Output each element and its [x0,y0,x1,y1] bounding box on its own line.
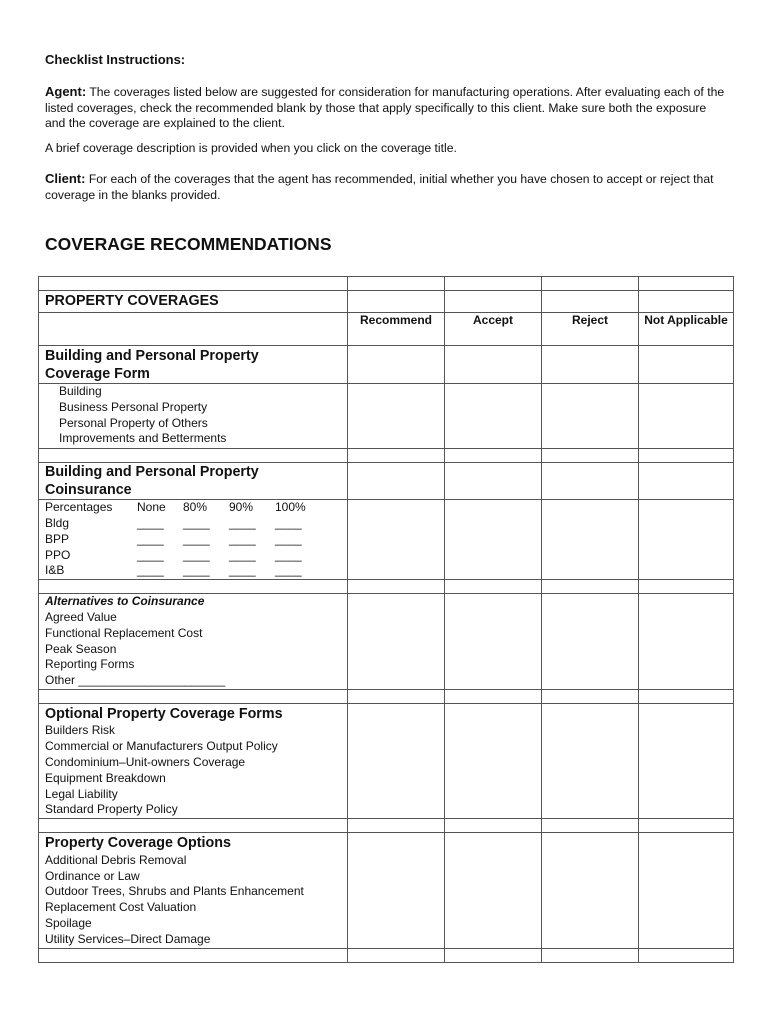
recommend-column-header: Recommend [348,313,445,346]
coinsurance-blank[interactable]: ____ [229,515,256,530]
coinsurance-header-cell: Percentages [45,500,113,515]
client-instructions [45,171,725,203]
coverage-options-title[interactable]: Property Coverage Options [45,835,231,852]
coinsurance-blank[interactable]: ____ [183,547,210,562]
accept-column-header: Accept [445,313,542,346]
coverage-option-item[interactable]: Utility Services–Direct Damage [45,931,211,946]
coverage-option-item[interactable]: Replacement Cost Valuation [45,900,197,915]
coinsurance-blank[interactable]: ____ [137,547,164,562]
bpp-form-item[interactable]: Improvements and Betterments [59,431,227,446]
optional-form-item[interactable]: Builders Risk [45,723,116,738]
coverage-option-item[interactable]: Ordinance or Law [45,868,140,883]
spacer-row [39,580,734,594]
coverage-option-item[interactable]: Outdoor Trees, Shrubs and Plants Enhancement [45,884,304,899]
optional-forms-row [39,703,734,818]
optional-form-item[interactable]: Commercial or Manufacturers Output Policy [45,739,278,754]
bpp-form-item[interactable]: Business Personal Property [59,399,208,414]
alternative-item[interactable]: Agreed Value [45,609,117,624]
coverage-option-item[interactable]: Additional Debris Removal [45,852,187,867]
optional-form-item[interactable]: Standard Property Policy [45,802,178,817]
coinsurance-blank[interactable]: ____ [137,515,164,530]
coinsurance-row-label: BPP [45,531,70,546]
coinsurance-grid-row [39,500,734,580]
checklist-instructions-header: Checklist Instructions: [45,52,186,67]
column-header-row [39,313,734,346]
agent-text: The coverages listed below are suggested for consideration for manufacturing operations. After evaluating each of the listed coverages, check the recommended blank by those that apply specifically to this client. Make sure both the exposure and the coverage are explained to the client. [45,85,725,131]
coinsurance-blank[interactable]: ____ [183,531,210,546]
spacer-row [39,449,734,463]
coinsurance-row-label: I&B [45,563,65,578]
recommend-cell[interactable] [348,463,445,500]
coinsurance-blank[interactable]: ____ [275,563,302,578]
optional-form-item[interactable]: Legal Liability [45,786,118,801]
property-coverages-title: PROPERTY COVERAGES [45,293,219,309]
section-header-row [39,291,734,313]
bpp-form-item[interactable]: Personal Property of Others [59,415,208,430]
agent-instructions [45,84,725,132]
coinsurance-header-cell: 80% [183,500,208,515]
coinsurance-title-row[interactable] [39,463,734,500]
brief-description-note: A brief coverage description is provided when you click on the coverage title. [45,141,457,155]
coinsurance-title[interactable]: Building and Personal Property Coinsurance [45,464,259,498]
alternative-item[interactable]: Peak Season [45,641,117,656]
coinsurance-row [45,548,347,564]
spacer-row [39,948,734,962]
not-applicable-column-header: Not Applicable [639,313,734,346]
alternatives-title[interactable]: Alternatives to Coinsurance [45,594,205,609]
alternative-item[interactable]: Reporting Forms [45,657,135,672]
coinsurance-header-cell: 100% [275,500,306,515]
reject-column-header: Reject [542,313,639,346]
optional-form-item[interactable]: Condominium–Unit-owners Coverage [45,755,246,770]
coinsurance-row [45,516,347,532]
coverage-table [38,276,734,963]
coinsurance-row-label: PPO [45,547,71,562]
bpp-form-title-row[interactable] [39,346,734,384]
coverage-options-row [39,833,734,948]
coinsurance-blank[interactable]: ____ [275,515,302,530]
page-title: COVERAGE RECOMMENDATIONS [45,234,332,254]
coinsurance-header [45,500,347,516]
spacer-row [39,689,734,703]
bpp-form-item[interactable]: Building [59,384,102,398]
coinsurance-row [45,563,347,579]
coinsurance-blank[interactable]: ____ [183,563,210,578]
agent-label: Agent: [45,84,87,99]
accept-cell[interactable] [445,463,542,500]
coinsurance-blank[interactable]: ____ [137,563,164,578]
accept-cell[interactable] [445,346,542,384]
spacer-row [39,277,734,291]
spacer-row [39,819,734,833]
optional-form-item[interactable]: Equipment Breakdown [45,770,166,785]
coinsurance-row-label: Bldg [45,515,70,530]
not-applicable-cell[interactable] [639,463,734,500]
alternative-item[interactable]: Functional Replacement Cost [45,625,203,640]
reject-cell[interactable] [542,463,639,500]
coinsurance-blank[interactable]: ____ [275,531,302,546]
coinsurance-header-cell: 90% [229,500,254,515]
coinsurance-header-cell: None [137,500,166,515]
coinsurance-blank[interactable]: ____ [229,547,256,562]
alternative-item[interactable]: Other ______________________ [45,673,226,688]
recommend-cell[interactable] [348,346,445,384]
coinsurance-row [45,532,347,548]
coinsurance-blank[interactable]: ____ [229,563,256,578]
coinsurance-blank[interactable]: ____ [137,531,164,546]
coinsurance-blank[interactable]: ____ [229,531,256,546]
bpp-form-title[interactable]: Building and Personal Property Coverage Form [45,348,259,382]
alternatives-row [39,594,734,690]
coinsurance-blank[interactable]: ____ [183,515,210,530]
reject-cell[interactable] [542,346,639,384]
client-text: For each of the coverages that the agent has recommended, initial whether you have chosen to accept or reject that coverage in the blanks provided. [45,172,714,202]
coinsurance-blank[interactable]: ____ [275,547,302,562]
optional-forms-title[interactable]: Optional Property Coverage Forms [45,705,283,722]
not-applicable-cell[interactable] [639,346,734,384]
bpp-form-items-row [39,384,734,449]
client-label: Client: [45,171,86,186]
coverage-option-item[interactable]: Spoilage [45,915,92,930]
